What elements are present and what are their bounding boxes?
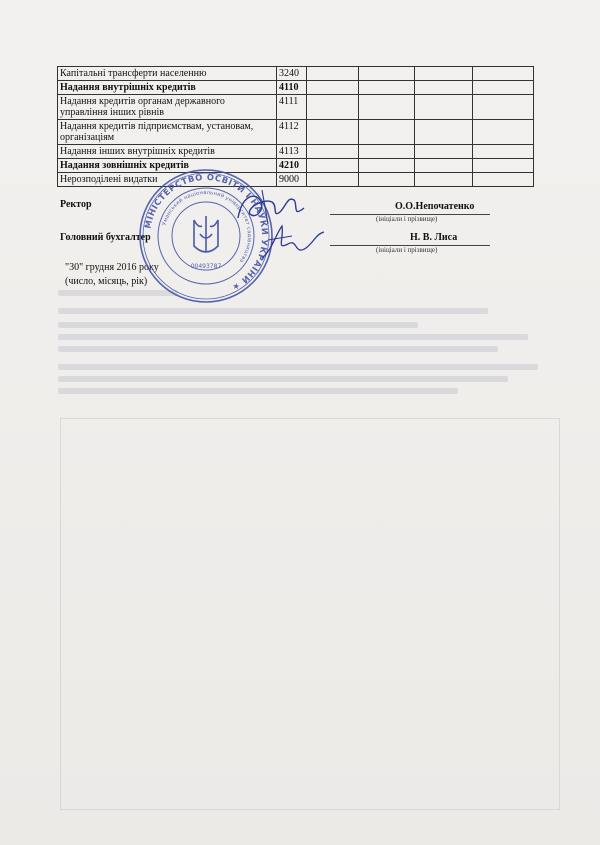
row-value-cell (307, 159, 359, 173)
table-row (58, 173, 534, 187)
rector-label: Ректор (60, 199, 92, 210)
expenditure-table (57, 66, 534, 187)
trident-icon (194, 216, 218, 252)
row-name: Надання зовнішніх кредитів (58, 159, 277, 173)
table-row (58, 159, 534, 173)
row-value-cell (307, 120, 359, 145)
row-value-cell (359, 95, 415, 120)
row-value-cell (307, 173, 359, 187)
svg-text:МІНІСТЕРСТВО ОСВІТИ І НАУКИ УК: МІНІСТЕРСТВО ОСВІТИ І НАУКИ УКРАЇНИ ★ (142, 171, 271, 294)
row-value-cell (359, 67, 415, 81)
row-value-cell (415, 159, 473, 173)
svg-text:00493787: 00493787 (190, 263, 222, 270)
row-code: 4110 (277, 81, 307, 95)
row-name: Надання внутрішніх кредитів (58, 81, 277, 95)
row-value-cell (415, 173, 473, 187)
row-value-cell (473, 81, 534, 95)
row-value-cell (415, 120, 473, 145)
row-name: Надання кредитів органам державного управління інших рівнів (58, 95, 277, 120)
row-name: Надання кредитів підприємствам, установам, організаціям (58, 120, 277, 145)
row-code: 4210 (277, 159, 307, 173)
svg-text:Уманський національний універс: Уманський національний університет садівництва (161, 189, 253, 264)
row-code: 4112 (277, 120, 307, 145)
bleed-through (58, 290, 558, 810)
accountant-label: Головний бухгалтер (60, 232, 151, 243)
rector-caption: (ініціали і прізвище) (376, 215, 438, 223)
row-value-cell (307, 145, 359, 159)
date-caption: (число, місяць, рік) (65, 276, 148, 287)
row-value-cell (473, 159, 534, 173)
row-value-cell (473, 145, 534, 159)
row-value-cell (359, 159, 415, 173)
accountant-signature (258, 220, 328, 264)
row-value-cell (473, 95, 534, 120)
row-value-cell (415, 95, 473, 120)
row-name: Капітальні трансферти населенню (58, 67, 277, 81)
row-name: Надання інших внутрішніх кредитів (58, 145, 277, 159)
row-value-cell (415, 67, 473, 81)
accountant-name: Н. В. Лиса (410, 232, 458, 243)
row-value-cell (473, 120, 534, 145)
row-value-cell (359, 120, 415, 145)
row-value-cell (307, 81, 359, 95)
table-row (58, 81, 534, 95)
table-row (58, 120, 534, 145)
row-code: 9000 (277, 173, 307, 187)
row-value-cell (473, 67, 534, 81)
row-value-cell (415, 145, 473, 159)
row-name: Нерозподілені видатки (58, 173, 277, 187)
row-value-cell (359, 145, 415, 159)
row-value-cell (307, 67, 359, 81)
row-value-cell (473, 173, 534, 187)
table-row (58, 145, 534, 159)
table-row (58, 95, 534, 120)
row-value-cell (415, 81, 473, 95)
row-code: 4113 (277, 145, 307, 159)
accountant-caption: (ініціали і прізвище) (376, 246, 438, 254)
row-value-cell (359, 81, 415, 95)
table-row (58, 67, 534, 81)
row-value-cell (359, 173, 415, 187)
document-date: "30" грудня 2016 року (65, 262, 159, 273)
row-value-cell (307, 95, 359, 120)
row-code: 3240 (277, 67, 307, 81)
row-code: 4111 (277, 95, 307, 120)
rector-name: О.О.Непочатенко (395, 201, 475, 212)
